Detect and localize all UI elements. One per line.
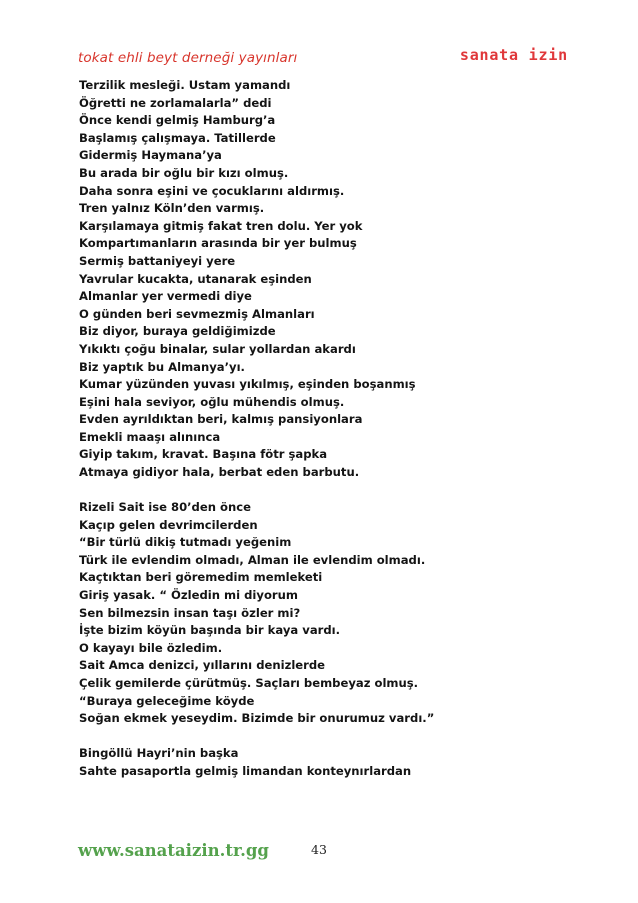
poem-line: Tren yalnız Köln’den varmış. [79,201,265,216]
page-number: 43 [311,842,327,857]
poem-line: Önce kendi gelmiş Hamburg’a [79,113,276,128]
poem-line: Yıkıktı çoğu binalar, sular yollardan akardı [79,341,356,356]
poem-line: Emekli maaşı alınınca [79,429,221,444]
poem-line: “Bir türlü dikiş tutmadı yeğenim [79,535,292,550]
poem-line: Kompartımanların arasında bir yer bulmuş [79,236,357,251]
poem-line: Terzilik mesleği. Ustam yamandı [79,78,291,92]
poem-line: Giriş yasak. “ Özledin mi diyorum [79,588,298,603]
poem-line: “Buraya geleceğime köyde [79,693,255,708]
poem-line: O günden beri sevmezmiş Almanları [79,306,315,321]
poem-line: O kayayı bile özledim. [79,640,223,655]
poem-line: Evden ayrıldıktan beri, kalmış pansiyonlara [79,412,363,427]
poem-stanza [79,745,579,780]
poem-line: Soğan ekmek yeseydim. Bizimde bir onurumuz vardı.” [79,711,435,726]
poem-line: Rizeli Sait ise 80’den önce [79,500,251,515]
poem-line: Karşılamaya gitmiş fakat tren dolu. Yer yok [79,218,363,233]
poem-line: İşte bizim köyün başında bir kaya vardı. [79,623,341,638]
poem-line: Biz yaptık bu Almanya’yı. [79,359,245,374]
poem-line: Öğretti ne zorlamalarla” dedi [79,95,272,110]
poem-line: Gidermiş Haymana’ya [79,148,222,163]
poem-line: Sait Amca denizci, yıllarını denizlerde [79,658,326,673]
poem-line: Sermiş battaniyeyi yere [79,253,236,268]
footer-website-link[interactable]: www.sanataizin.tr.gg [78,841,269,860]
poem-line: Giyip takım, kravat. Başına fötr şapka [79,447,328,462]
poem-line: Bu arada bir oğlu bir kızı olmuş. [79,165,289,180]
poem-line: Bingöllü Hayri’nin başka [79,746,239,761]
poem-stanza [79,77,579,482]
poem-line: Biz diyor, buraya geldiğimizde [79,324,276,339]
poem-line: Daha sonra eşini ve çocuklarını aldırmış. [79,183,345,198]
poem-line: Sen bilmezsin insan taşı özler mi? [79,605,301,620]
publisher-name: tokat ehli beyt derneği yayınları [78,50,298,66]
poem-body [79,77,579,798]
poem-line: Eşini hala seviyor, oğlu mühendis olmuş. [79,394,345,409]
page-header [78,46,568,68]
poem-line: Kumar yüzünden yuvası yıkılmış, eşinden boşanmış [79,377,416,392]
poem-line: Yavrular kucakta, utanarak eşinden [79,271,312,286]
poem-line: Kaçtıktan beri göremedim memleketi [79,570,323,585]
poem-line: Sahte pasaportla gelmiş limandan konteynırlardan [79,763,412,778]
poem-line: Almanlar yer vermedi diye [79,289,252,304]
poem-line: Türk ile evlendim olmadı, Alman ile evlendim olmadı. [79,552,426,567]
poem-line: Atmaya gidiyor hala, berbat eden barbutu. [79,465,360,480]
poem-line: Çelik gemilerde çürütmüş. Saçları bembeyaz olmuş. [79,675,419,690]
poem-stanza [79,499,579,728]
poem-line: Kaçıp gelen devrimcilerden [79,517,258,532]
brand-logo-text: sanata izin [459,46,568,64]
poem-line: Başlamış çalışmaya. Tatillerde [79,130,276,145]
